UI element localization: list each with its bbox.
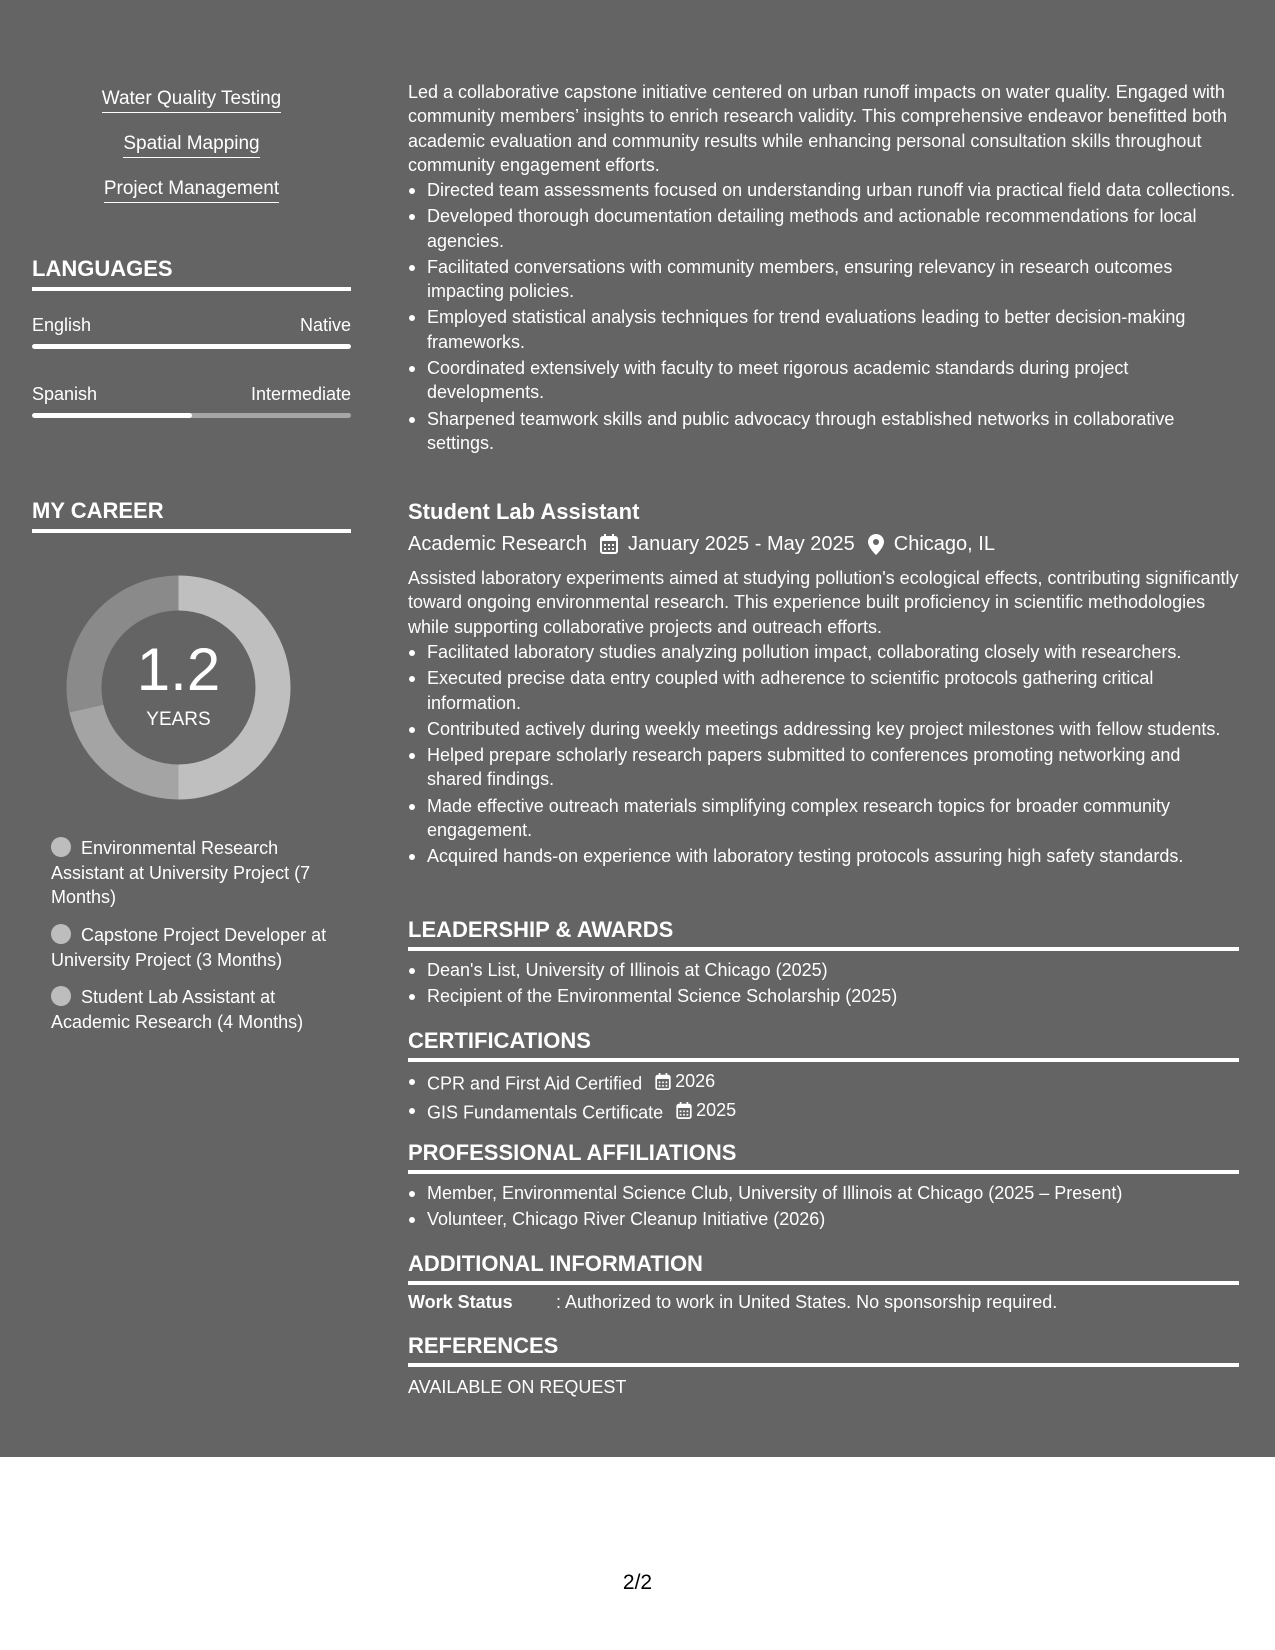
list-item: Developed thorough documentation detailing methods and actionable recommendations for local agencies. [408,204,1239,253]
list-item: Recipient of the Environmental Science Scholarship (2025) [408,984,1239,1008]
language-bar [32,344,351,349]
list-item: Member, Environmental Science Club, University of Illinois at Chicago (2025 – Present) [408,1181,1239,1205]
list-item: Contributed actively during weekly meetings addressing key project milestones with fellow students. [408,717,1239,741]
references-text: AVAILABLE ON REQUEST [408,1377,627,1397]
skill-item: Project Management [32,178,351,203]
list-item: Employed statistical analysis techniques for trend evaluations leading to better decision-making frameworks. [408,305,1239,354]
capstone-summary: Led a collaborative capstone initiative centered on urban runoff impacts on water quality. Engaged with community members’ insights to enrich research validity. This comprehensive endeavor benefitted both academic evaluation and community results while enhancing personal consultation skills throughout community engagement efforts. [408,82,1228,175]
language-english [32,314,351,349]
list-item: Directed team assessments focused on understanding urban runoff via practical field data collections. [408,178,1239,202]
languages-heading: LANGUAGES [32,256,351,291]
language-bar-fill [32,413,192,418]
job-title: Student Lab Assistant [408,499,640,524]
job-meta [408,532,995,556]
list-item: Executed precise data entry coupled with adherence to scientific protocols gathering critical information. [408,666,1239,715]
leadership-heading: LEADERSHIP & AWARDS [408,917,1239,951]
location-pin-icon [868,534,884,555]
bullet-dot-icon [51,837,71,857]
career-total: 1.2 [136,636,221,703]
career-item: Student Lab Assistant at Academic Research (4 Months) [51,987,304,1032]
calendar-icon [676,1102,692,1119]
bullet-dot-icon [51,924,71,944]
skill-item: Spatial Mapping [32,133,351,158]
list-item: Facilitated laboratory studies analyzing pollution impact, collaborating closely with researchers. [408,640,1239,664]
certification-date: 2026 [655,1069,715,1093]
language-level: Intermediate [250,384,351,404]
references-heading: REFERENCES [408,1333,1239,1367]
job-company: Academic Research [408,533,587,555]
leadership-list [408,958,1239,1011]
list-item: Made effective outreach materials simplifying complex research topics for broader community engagement. [408,794,1239,843]
language-bar-fill [32,344,351,349]
language-name: English [32,315,92,335]
list-item: Helped prepare scholarly research papers submitted to conferences promoting networking and shared findings. [408,743,1239,792]
certification-date: 2025 [676,1098,736,1122]
capstone-bullets [408,178,1239,457]
career-unit: YEARS [146,709,211,730]
list-item: Volunteer, Chicago River Cleanup Initiative (2026) [408,1207,1239,1231]
certification-item: GIS Fundamentals Certificate 2025 [408,1098,1239,1125]
list-item: Coordinated extensively with faculty to meet rigorous academic standards during project developments. [408,356,1239,405]
additional-info-heading: ADDITIONAL INFORMATION [408,1251,1239,1285]
calendar-icon [655,1073,671,1090]
certifications-heading: CERTIFICATIONS [408,1028,1239,1062]
list-item: Acquired hands-on experience with laboratory testing protocols assuring high safety standards. [408,844,1239,868]
list-item: Facilitated conversations with community members, ensuring relevancy in research outcomes impacting policies. [408,255,1239,304]
career-heading: MY CAREER [32,498,351,533]
certifications-list [408,1069,1239,1127]
calendar-icon [600,534,618,554]
career-donut-chart [66,575,291,800]
language-level: Native [299,315,351,335]
language-bar [32,413,351,418]
career-item: Capstone Project Developer at University Project (3 Months) [51,925,327,970]
work-status-value: : Authorized to work in United States. No sponsorship required. [556,1292,1058,1312]
work-status-label: Work Status [408,1292,513,1312]
work-status-row [408,1291,1057,1313]
language-name: Spanish [32,384,98,404]
affiliations-list [408,1181,1239,1234]
page-number: 2/2 [622,1571,653,1594]
career-item: Environmental Research Assistant at University Project (7 Months) [51,838,311,907]
certification-item: CPR and First Aid Certified 2026 [408,1069,1239,1096]
list-item: Sharpened teamwork skills and public advocacy through established networks in collaborative settings. [408,407,1239,456]
language-spanish [32,383,351,418]
job-location: Chicago, IL [893,533,995,555]
bullet-dot-icon [51,986,71,1006]
job-dates: January 2025 - May 2025 [627,533,855,555]
list-item: Dean's List, University of Illinois at Chicago (2025) [408,958,1239,982]
skill-item: Water Quality Testing [32,88,351,113]
job-bullets [408,640,1239,871]
job-summary: Assisted laboratory experiments aimed at studying pollution's ecological effects, contributing significantly toward ongoing environmental research. This experience built proficiency in scientific methodologies while supporting collaborative projects and outreach efforts. [408,568,1239,637]
affiliations-heading: PROFESSIONAL AFFILIATIONS [408,1140,1239,1174]
